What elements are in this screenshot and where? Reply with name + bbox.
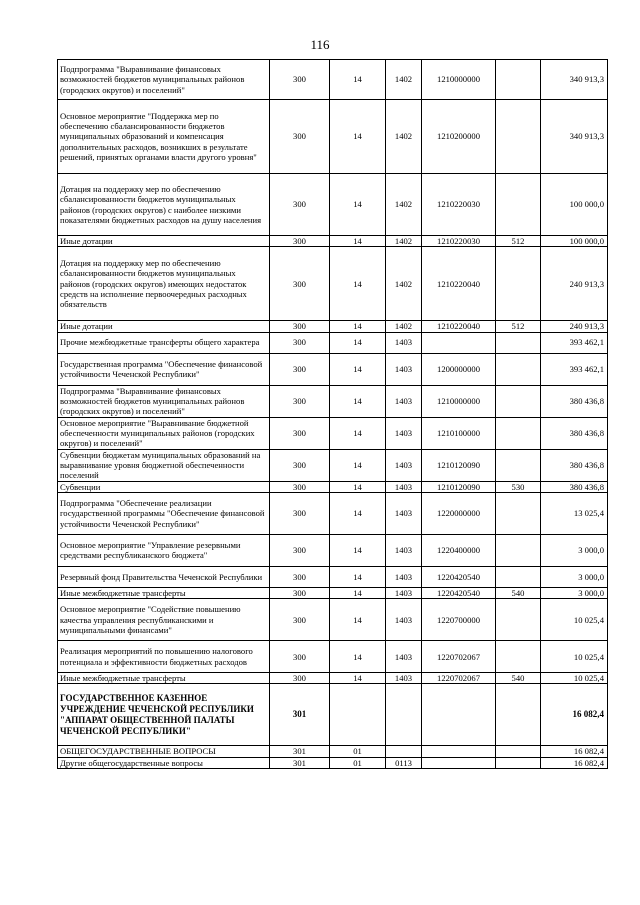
table-cell-rz: 14 [330,174,386,236]
table-cell-ved: 300 [270,247,330,321]
table-row [58,60,608,100]
table-cell-ved: 300 [270,641,330,673]
table-cell-ved: 300 [270,332,330,353]
table-cell-name: Иные дотации [58,321,270,332]
table-cell-ved: 300 [270,417,330,449]
table-cell-name: Субвенции бюджетам муниципальных образований на выравнивание уровня бюджетной обеспеченности поселений [58,449,270,481]
table-cell-csr: 1210000000 [422,60,496,100]
table-cell-sum: 100 000,0 [541,236,608,247]
table-row [58,757,608,768]
table-cell-sum: 16 082,4 [541,757,608,768]
table-cell-ved: 300 [270,174,330,236]
table-cell-sum: 393 462,1 [541,332,608,353]
table-cell-sum: 380 436,8 [541,449,608,481]
table-cell-csr: 1220400000 [422,534,496,566]
table-cell-ved: 301 [270,746,330,757]
table-cell-sum: 3 000,0 [541,534,608,566]
table-row [58,332,608,353]
table-cell-ved: 300 [270,481,330,492]
table-row [58,566,608,587]
table-row [58,174,608,236]
table-cell-csr: 1220702067 [422,673,496,684]
table-cell-pr: 1403 [386,534,422,566]
table-row [58,534,608,566]
table-cell-rz: 14 [330,641,386,673]
table-cell-name: Основное мероприятие "Управление резервными средствами республиканского бюджета" [58,534,270,566]
table-cell-name: ОБЩЕГОСУДАРСТВЕННЫЕ ВОПРОСЫ [58,746,270,757]
table-cell-csr [422,332,496,353]
table-cell-pr: 1403 [386,417,422,449]
table-cell-pr: 0113 [386,757,422,768]
table-cell-csr: 1220700000 [422,599,496,641]
table-cell-vr: 530 [496,481,541,492]
table-cell-name: Подпрограмма "Обеспечение реализации государственной программы "Обеспечение финансовой устойчивости Чеченской Республики" [58,492,270,534]
table-cell-pr: 1402 [386,100,422,174]
table-cell-vr [496,100,541,174]
table-cell-sum: 16 082,4 [541,684,608,746]
table-cell-sum: 3 000,0 [541,587,608,598]
budget-table [57,59,608,769]
table-cell-rz: 14 [330,332,386,353]
table-cell-pr: 1403 [386,385,422,417]
table-cell-rz: 01 [330,746,386,757]
table-cell-ved: 300 [270,534,330,566]
table-cell-csr: 1210000000 [422,385,496,417]
table-cell-pr [386,684,422,746]
table-cell-pr: 1403 [386,599,422,641]
table-cell-name: Дотация на поддержку мер по обеспечению сбалансированности бюджетов муниципальных районов (городских округов) имеющих недостаток средств на исполнение первоочередных расходных обязательств [58,247,270,321]
table-cell-name: Подпрограмма "Выравнивание финансовых возможностей бюджетов муниципальных районов (городских округов) и поселений" [58,60,270,100]
table-cell-ved: 300 [270,385,330,417]
table-cell-sum: 380 436,8 [541,481,608,492]
table-cell-rz: 14 [330,417,386,449]
table-cell-csr: 1210220030 [422,174,496,236]
table-row [58,599,608,641]
table-cell-rz: 01 [330,757,386,768]
table-cell-name: Другие общегосударственные вопросы [58,757,270,768]
table-cell-ved: 300 [270,60,330,100]
table-cell-name: Государственная программа "Обеспечение финансовой устойчивости Чеченской Республики" [58,353,270,385]
table-cell-ved: 300 [270,599,330,641]
table-cell-csr: 1210220030 [422,236,496,247]
table-cell-pr: 1403 [386,481,422,492]
table-cell-rz: 14 [330,247,386,321]
table-cell-vr [496,332,541,353]
table-row [58,684,608,746]
table-cell-rz: 14 [330,534,386,566]
table-cell-vr [496,641,541,673]
table-cell-sum: 240 913,3 [541,321,608,332]
table-cell-sum: 240 913,3 [541,247,608,321]
table-cell-pr: 1402 [386,247,422,321]
table-cell-csr: 1210100000 [422,417,496,449]
table-cell-sum: 16 082,4 [541,746,608,757]
table-cell-name: ГОСУДАРСТВЕННОЕ КАЗЕННОЕ УЧРЕЖДЕНИЕ ЧЕЧЕНСКОЙ РЕСПУБЛИКИ "АППАРАТ ОБЩЕСТВЕННОЙ ПАЛАТЫ ЧЕЧЕНСКОЙ РЕСПУБЛИКИ" [58,684,270,746]
table-cell-csr [422,757,496,768]
table-cell-csr: 1210220040 [422,321,496,332]
table-row [58,321,608,332]
table-cell-vr [496,746,541,757]
table-cell-ved: 300 [270,449,330,481]
table-cell-vr: 540 [496,587,541,598]
table-row [58,247,608,321]
table-cell-ved: 300 [270,353,330,385]
table-cell-rz: 14 [330,321,386,332]
table-row [58,641,608,673]
table-cell-sum: 3 000,0 [541,566,608,587]
table-cell-name: Основное мероприятие "Выравнивание бюджетной обеспеченности муниципальных районов (городских округов) и поселений" [58,417,270,449]
table-row [58,353,608,385]
table-cell-ved: 300 [270,321,330,332]
table-cell-name: Резервный фонд Правительства Чеченской Республики [58,566,270,587]
table-cell-ved: 300 [270,673,330,684]
table-cell-vr [496,599,541,641]
table-cell-name: Дотация на поддержку мер по обеспечению сбалансированности бюджетов муниципальных районов (городских округов) с наиболее низкими показателями бюджетных расходов на душу населения [58,174,270,236]
table-cell-name: Субвенции [58,481,270,492]
table-cell-rz [330,684,386,746]
table-row [58,100,608,174]
table-row [58,673,608,684]
table-cell-name: Иные межбюджетные трансферты [58,587,270,598]
table-cell-pr: 1402 [386,174,422,236]
table-cell-vr [496,566,541,587]
table-cell-sum: 100 000,0 [541,174,608,236]
table-cell-csr [422,684,496,746]
table-cell-rz: 14 [330,492,386,534]
table-cell-vr: 512 [496,321,541,332]
table-cell-name: Иные межбюджетные трансферты [58,673,270,684]
table-cell-sum: 13 025,4 [541,492,608,534]
table-cell-name: Прочие межбюджетные трансферты общего характера [58,332,270,353]
table-cell-pr: 1402 [386,236,422,247]
table-row [58,481,608,492]
table-row [58,417,608,449]
table-cell-sum: 340 913,3 [541,100,608,174]
table-cell-name: Реализация мероприятий по повышению налогового потенциала и эффективности бюджетных расходов [58,641,270,673]
table-cell-csr: 1200000000 [422,353,496,385]
table-cell-rz: 14 [330,673,386,684]
table-row [58,449,608,481]
table-cell-vr [496,385,541,417]
table-cell-pr: 1403 [386,587,422,598]
table-cell-vr [496,247,541,321]
table-cell-pr [386,746,422,757]
table-cell-rz: 14 [330,566,386,587]
table-row [58,746,608,757]
table-cell-pr: 1403 [386,449,422,481]
table-cell-vr [496,417,541,449]
table-cell-sum: 380 436,8 [541,417,608,449]
table-cell-sum: 10 025,4 [541,599,608,641]
table-cell-ved: 301 [270,684,330,746]
table-cell-vr [496,174,541,236]
table-row [58,236,608,247]
table-cell-pr: 1403 [386,353,422,385]
table-cell-csr: 1220702067 [422,641,496,673]
table-cell-pr: 1403 [386,641,422,673]
table-cell-ved: 300 [270,236,330,247]
table-cell-csr: 1220420540 [422,566,496,587]
table-cell-sum: 10 025,4 [541,641,608,673]
table-cell-pr: 1403 [386,492,422,534]
table-cell-pr: 1403 [386,566,422,587]
table-cell-sum: 340 913,3 [541,60,608,100]
table-cell-ved: 300 [270,100,330,174]
table-cell-rz: 14 [330,236,386,247]
table-cell-name: Иные дотации [58,236,270,247]
table-cell-vr [496,684,541,746]
table-cell-name: Основное мероприятие "Содействие повышению качества управления республиканскими и муниципальными финансами" [58,599,270,641]
table-cell-rz: 14 [330,481,386,492]
table-cell-ved: 300 [270,587,330,598]
table-cell-rz: 14 [330,587,386,598]
table-cell-vr: 512 [496,236,541,247]
table-cell-vr [496,757,541,768]
table-cell-rz: 14 [330,385,386,417]
table-cell-csr: 1220420540 [422,587,496,598]
table-cell-vr: 540 [496,673,541,684]
table-cell-rz: 14 [330,353,386,385]
table-cell-csr: 1220000000 [422,492,496,534]
table-cell-vr [496,353,541,385]
table-cell-rz: 14 [330,100,386,174]
table-row [58,492,608,534]
page-number: 116 [310,37,330,52]
table-cell-pr: 1403 [386,673,422,684]
table-cell-name: Подпрограмма "Выравнивание финансовых возможностей бюджетов муниципальных районов (городских округов) и поселений" [58,385,270,417]
table-cell-sum: 10 025,4 [541,673,608,684]
table-cell-sum: 380 436,8 [541,385,608,417]
table-cell-csr: 1210120090 [422,481,496,492]
table-row [58,385,608,417]
table-cell-rz: 14 [330,60,386,100]
table-row [58,587,608,598]
table-cell-vr [496,60,541,100]
table-cell-name: Основное мероприятие "Поддержка мер по обеспечению сбалансированности бюджетов муниципальных образований и компенсация дополнительных расходов, возникших в результате решений, принятых органами власти другого уровня" [58,100,270,174]
table-cell-vr [496,534,541,566]
table-cell-vr [496,449,541,481]
table-cell-ved: 300 [270,566,330,587]
table-cell-csr [422,746,496,757]
table-cell-csr: 1210220040 [422,247,496,321]
table-cell-vr [496,492,541,534]
table-cell-pr: 1402 [386,60,422,100]
table-cell-csr: 1210200000 [422,100,496,174]
table-cell-rz: 14 [330,599,386,641]
table-cell-ved: 300 [270,492,330,534]
table-cell-csr: 1210120090 [422,449,496,481]
table-cell-pr: 1402 [386,321,422,332]
table-cell-rz: 14 [330,449,386,481]
table-cell-sum: 393 462,1 [541,353,608,385]
table-cell-pr: 1403 [386,332,422,353]
table-cell-ved: 301 [270,757,330,768]
